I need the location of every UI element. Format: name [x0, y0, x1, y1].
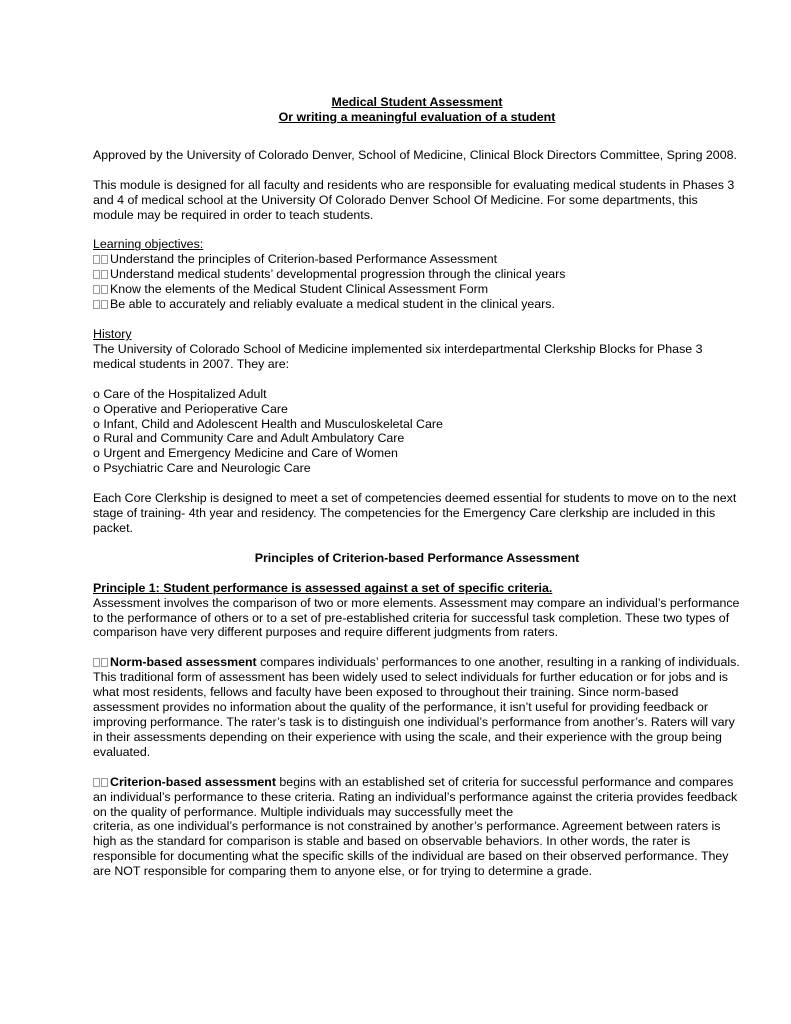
objectives-heading: Learning objectives:	[93, 237, 204, 252]
principle-1-paragraph: Assessment involves the comparison of two or more elements. Assessment may compare an individual’s performance to the performance of others or to a set of pre-established criteria for successful task completion. These two types of comparison have very different purposes and require different judgments from raters.	[93, 595, 740, 640]
checkbox-glyph-icon	[93, 775, 109, 790]
history-heading: History	[93, 326, 132, 341]
norm-based-term: Norm-based assessment	[110, 655, 257, 670]
document-subtitle: Or writing a meaningful evaluation of a student	[278, 109, 556, 124]
document-title: Medical Student Assessment	[331, 95, 503, 109]
block-item: o Care of the Hospitalized Adult	[93, 386, 267, 401]
checkbox-glyph-icon	[93, 655, 109, 670]
objective-item: Understand medical students’ developmental progression through the clinical years	[93, 267, 741, 282]
block-item: o Infant, Child and Adolescent Health and Musculoskeletal Care	[93, 416, 443, 431]
objective-item: Know the elements of the Medical Student Clinical Assessment Form	[93, 282, 741, 297]
criterion-based-paragraph: Criterion-based assessment begins with an established set of criteria for successful performance and compares an individual’s performance to these criteria. Rating an individual’s performance against the criteria provides feedback on the quality of performance. Multiple individuals may successfully meet the	[93, 774, 738, 819]
intro-paragraph: This module is designed for all faculty and residents who are responsible for evaluating medical students in Phases 3 and 4 of medical school at the University Of Colorado Denver School Of Medicine. For some departments, this module may be required in order to teach students.	[93, 177, 735, 222]
criterion-based-term: Criterion-based assessment	[110, 774, 276, 789]
block-item: o Psychiatric Care and Neurologic Care	[93, 461, 311, 476]
blocks-list	[93, 387, 741, 476]
checkbox-glyph-icon	[93, 282, 109, 297]
principle-1-heading: Principle 1: Student performance is assessed against a set of specific criteria.	[93, 580, 553, 595]
history-paragraph: The University of Colorado School of Medicine implemented six interdepartmental Clerkship Blocks for Phase 3 medical students in 2007. They are:	[93, 341, 703, 371]
block-item: o Rural and Community Care and Adult Ambulatory Care	[93, 431, 405, 446]
objectives-list	[93, 252, 741, 312]
core-clerkship-paragraph: Each Core Clerkship is designed to meet a set of competencies deemed essential for students to move on to the next stage of training- 4th year and residency. The competencies for the Emergency Care clerkship are included in this packet.	[93, 491, 737, 535]
checkbox-glyph-icon	[93, 297, 109, 312]
approval-paragraph: Approved by the University of Colorado Denver, School of Medicine, Clinical Block Directors Committee, Spring 2008.	[93, 147, 737, 162]
block-item: o Operative and Perioperative Care	[93, 401, 288, 416]
principles-heading: Principles of Criterion-based Performance Assessment	[254, 550, 580, 565]
checkbox-glyph-icon	[93, 252, 109, 267]
objective-item: Understand the principles of Criterion-based Performance Assessment	[93, 252, 741, 267]
block-item: o Urgent and Emergency Medicine and Care of Women	[93, 446, 398, 461]
checkbox-glyph-icon	[93, 267, 109, 282]
objective-item: Be able to accurately and reliably evaluate a medical student in the clinical years.	[93, 297, 741, 312]
norm-based-paragraph: Norm-based assessment compares individuals’ performances to one another, resulting in a ranking of individuals. This traditional form of assessment has been widely used to select individuals for further education or for jobs and is what most residents, fellows and faculty have been exposed to throughout their training. Since norm-based assessment provides no information about the quality of the performance, it isn’t useful for providing feedback or improving performance. The rater’s task is to distinguish one individual’s performance from another’s. Raters will vary in their assessments depending on their experience with using the scale, and their experience with the group being evaluated.	[93, 655, 740, 759]
criterion-based-paragraph-continued: criteria, as one individual’s performance is not constrained by another’s performance. Agreement between raters is high as the standard for comparison is stable and based on observable behaviors. In other words, the rater is responsible for documenting what the specific skills of the individual are based on their observed performance. They are NOT responsible for comparing them to anyone else, or for trying to determine a grade.	[93, 819, 729, 879]
